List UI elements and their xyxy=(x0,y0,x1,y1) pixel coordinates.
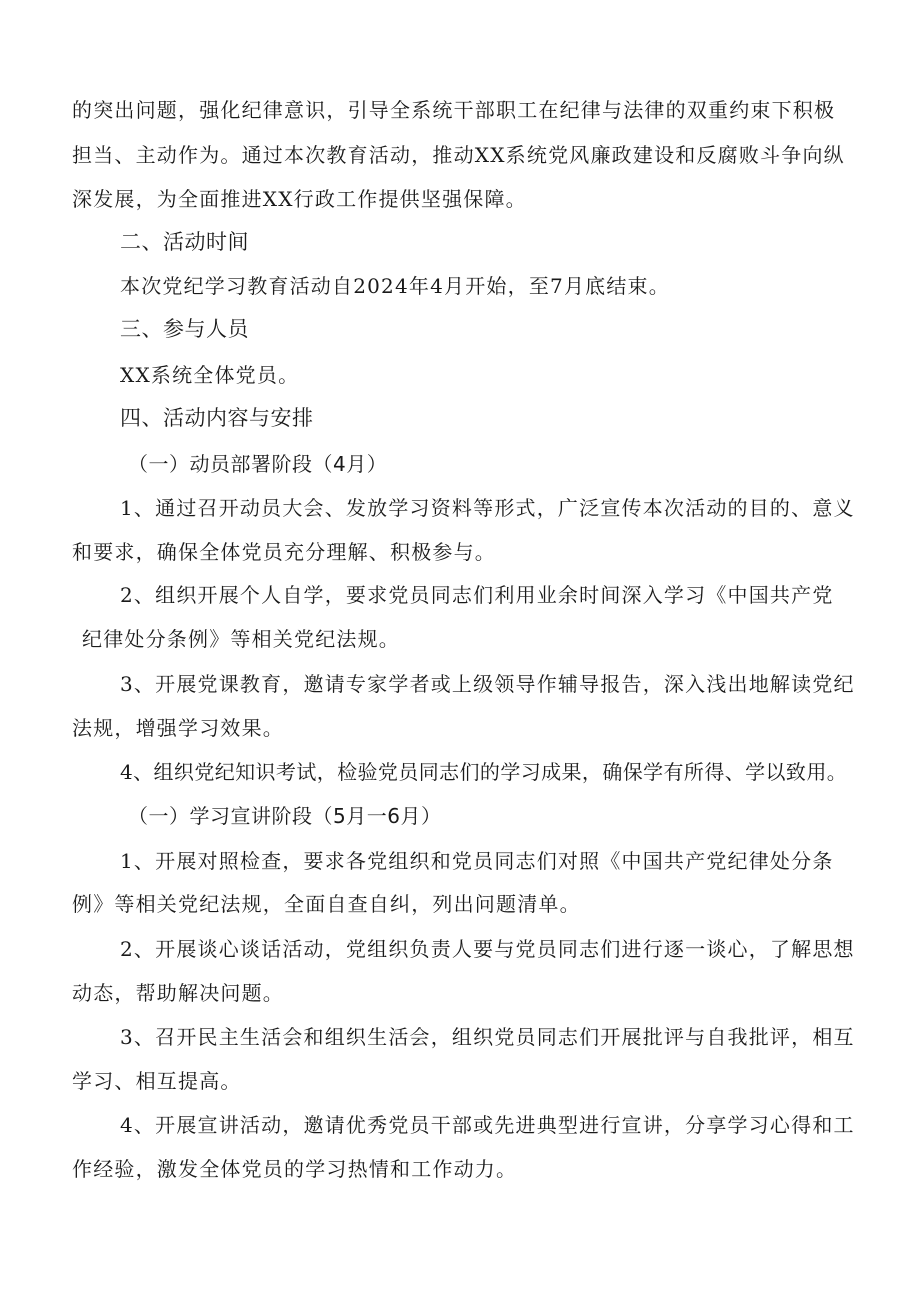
subsection-heading-mobilization: （一）动员部署阶段（4月） xyxy=(128,452,388,476)
list-item-line: 作经验，激发全体党员的学习热情和工作动力。 xyxy=(72,1157,518,1181)
paragraph-line: 的突出问题，强化纪律意识，引导全系统干部职工在纪律与法律的双重约束下积极 xyxy=(72,98,836,122)
list-item-line: 学习、相互提高。 xyxy=(72,1069,242,1093)
list-item-line: 纪律处分条例》等相关党纪法规。 xyxy=(82,627,400,651)
section-heading-time: 二、活动时间 xyxy=(120,230,249,254)
section-heading-content: 四、活动内容与安排 xyxy=(120,406,314,430)
paragraph-line: XX系统全体党员。 xyxy=(120,363,300,387)
list-item-line: 动态，帮助解决问题。 xyxy=(72,981,284,1005)
list-item-line: 4、组织党纪知识考试，检验党员同志们的学习成果，确保学有所得、学以致用。 xyxy=(120,760,848,784)
list-item-line: 法规，增强学习效果。 xyxy=(72,716,284,740)
list-item-line: 2、开展谈心谈话活动，党组织负责人要与党员同志们进行逐一谈心，了解思想 xyxy=(120,937,855,961)
list-item-line: 例》等相关党纪法规，全面自查自纠，列出问题清单。 xyxy=(72,892,581,916)
subsection-heading-study: （一）学习宣讲阶段（5月一6月） xyxy=(128,804,442,828)
paragraph-line: 本次党纪学习教育活动自2024年4月开始，至7月底结束。 xyxy=(120,274,670,298)
section-heading-participants: 三、参与人员 xyxy=(120,317,249,341)
paragraph-line: 深发展，为全面推进XX行政工作提供坚强保障。 xyxy=(72,187,527,211)
list-item-line: 1、通过召开动员大会、发放学习资料等形式，广泛宣传本次活动的目的、意义 xyxy=(120,496,855,520)
list-item-line: 1、开展对照检查，要求各党组织和党员同志们对照《中国共产党纪律处分条 xyxy=(120,849,834,873)
list-item-line: 和要求，确保全体党员充分理解、积极参与。 xyxy=(72,540,496,564)
list-item-line: 4、开展宣讲活动，邀请优秀党员干部或先进典型进行宣讲，分享学习心得和工 xyxy=(120,1113,855,1137)
list-item-line: 2、组织开展个人自学，要求党员同志们利用业余时间深入学习《中国共产党 xyxy=(120,583,834,607)
list-item-line: 3、召开民主生活会和组织生活会，组织党员同志们开展批评与自我批评，相互 xyxy=(120,1025,855,1049)
list-item-line: 3、开展党课教育，邀请专家学者或上级领导作辅导报告，深入浅出地解读党纪 xyxy=(120,672,855,696)
paragraph-line: 担当、主动作为。通过本次教育活动，推动XX系统党风廉政建设和反腐败斗争向纵 xyxy=(72,143,845,167)
